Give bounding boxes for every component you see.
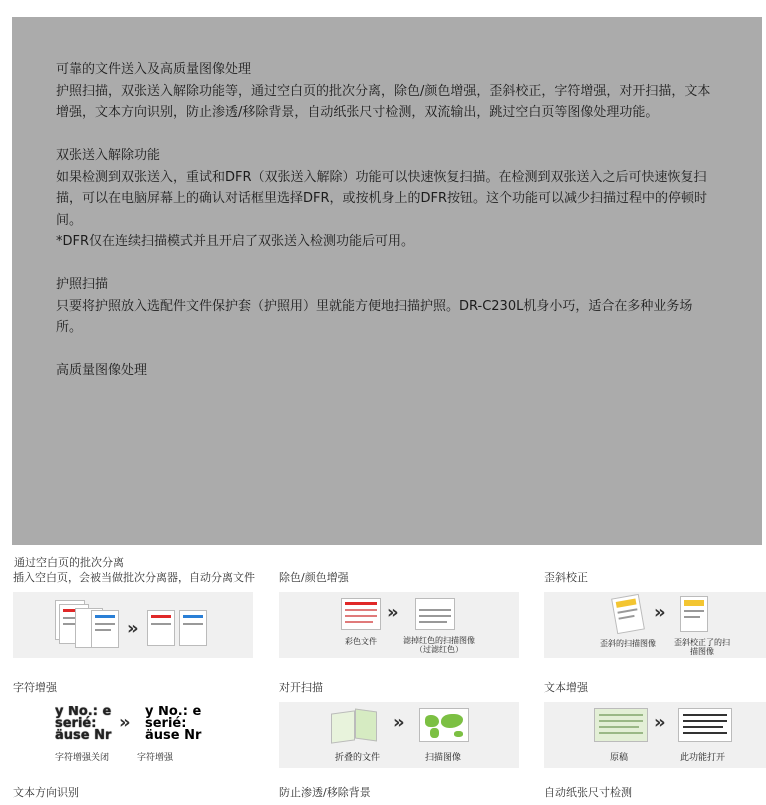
- caption-left: 折叠的文件: [335, 753, 381, 763]
- feature-title: 防止渗透/移除背景: [279, 786, 371, 799]
- feature-folio-scan: [279, 680, 519, 768]
- intro-heading-passport: 护照扫描: [56, 277, 109, 292]
- document-original: [594, 708, 648, 742]
- deskew-illustration: [544, 592, 766, 658]
- intro-panel: [12, 17, 762, 545]
- batch-separation-heading: 通过空白页的批次分离: [14, 556, 124, 569]
- feature-batch-separation: [13, 570, 253, 658]
- character-enhancement-illustration: [13, 702, 253, 768]
- caption-right: 字符增强: [137, 753, 174, 763]
- feature-title: 对开扫描: [279, 681, 323, 694]
- document-dropout: [415, 598, 455, 630]
- intro-heading-dfr: 双张送入解除功能: [56, 148, 161, 163]
- caption-left: 彩色文件: [345, 637, 377, 646]
- dropout-illustration: [279, 592, 519, 658]
- intro-heading-image-processing: 高质量图像处理: [56, 363, 148, 378]
- feature-title: 文本方向识别: [13, 786, 79, 799]
- feature-text-enhancement: [544, 680, 766, 768]
- arrow-right-icon: »: [654, 712, 666, 733]
- feature-title: 字符增强: [13, 681, 57, 694]
- document-color: [341, 598, 381, 630]
- caption-left: 字符增强关闭: [55, 753, 110, 763]
- text-enhancement-illustration: [544, 702, 766, 768]
- feature-dropout: [279, 570, 519, 658]
- feature-deskew: [544, 570, 766, 658]
- caption-right: 滤掉红色的扫描图像（过滤红色）: [403, 636, 475, 654]
- caption-left: 原稿: [610, 753, 629, 763]
- intro-text-dfr: 如果检测到双张送入，重试和DFR（双张送入解除）功能可以快速恢复扫描。在检测到双张送入之后可快速恢复扫描，可以在电脑屏幕上的确认对话框里选择DFR，或按机身上的DFR按钮。这个功能可以减少扫描过程中的停顿时间。: [56, 169, 708, 228]
- caption-left: 歪斜的扫描图像: [600, 639, 656, 648]
- caption-right: 此功能打开: [680, 753, 726, 763]
- feature-title: 插入空白页，会被当做批次分离器，自动分离文件: [13, 571, 255, 584]
- feature-bleed-through: [279, 785, 519, 801]
- document-straight: [680, 596, 708, 632]
- document-blue-1: [91, 610, 119, 648]
- caption-right: 扫描图像: [425, 753, 462, 763]
- feature-title: 除色/颜色增强: [279, 571, 349, 584]
- folded-document-right: [355, 708, 377, 741]
- scanned-map-image: [419, 708, 469, 742]
- intro-text-reliable-feeding: 护照扫描，双张送入解除功能等，通过空白页的批次分离，除色/颜色增强，歪斜校正，字符增强，对开扫描，文本增强，文本方向识别，防止渗透/移除背景，自动纸张尺寸检测，双流输出，跳过空白页等图像处理功能。: [56, 83, 711, 120]
- feature-title: 歪斜校正: [544, 571, 588, 584]
- batch-separation-illustration: [13, 592, 253, 658]
- feature-auto-size: [544, 785, 766, 801]
- folded-document-left: [331, 710, 355, 743]
- caption-right: 歪斜校正了的扫描图像: [674, 638, 730, 656]
- arrow-right-icon: »: [387, 602, 399, 623]
- document-skewed: [611, 594, 645, 634]
- arrow-right-icon: »: [654, 602, 666, 623]
- intro-note-dfr: *DFR仅在连续扫描模式并且开启了双张送入检测功能后可用。: [56, 234, 415, 249]
- feature-title: 文本增强: [544, 681, 588, 694]
- arrow-right-icon: »: [393, 712, 405, 733]
- document-enhanced: [678, 708, 732, 742]
- intro-text-passport: 只要将护照放入选配件文件保护套（护照用）里就能方便地扫描护照。DR-C230L机身小巧，适合在多种业务场所。: [56, 298, 693, 335]
- document-blue-out: [179, 610, 207, 646]
- folio-scan-illustration: [279, 702, 519, 768]
- intro-heading-reliable-feeding: 可靠的文件送入及高质量图像处理: [56, 62, 252, 77]
- arrow-right-icon: »: [127, 618, 139, 639]
- feature-character-enhancement: [13, 680, 253, 768]
- document-red-out: [147, 610, 175, 646]
- text-sample-off: y No.: e serié: äuse Nr: [55, 706, 112, 742]
- arrow-right-icon: »: [119, 712, 131, 733]
- feature-title: 自动纸张尺寸检测: [544, 786, 632, 799]
- text-sample-on: y No.: e serié: äuse Nr: [145, 706, 205, 742]
- feature-text-orientation: [13, 785, 253, 801]
